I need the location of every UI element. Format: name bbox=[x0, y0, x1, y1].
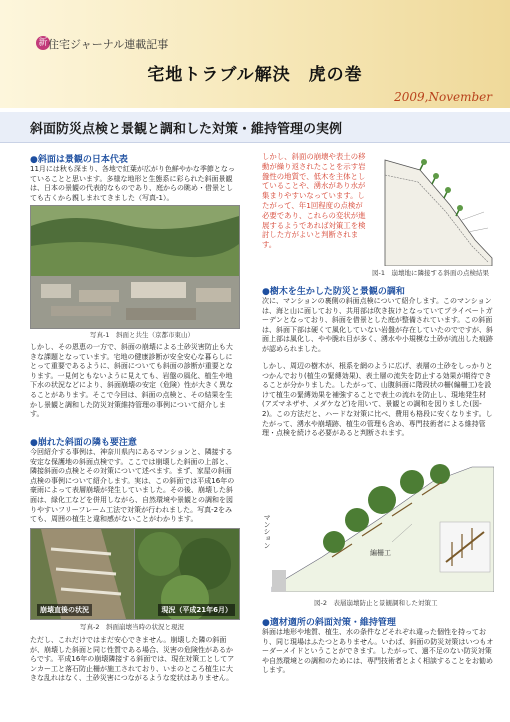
photo-1-caption: 写真-1 斜面と共生（京都市東山） bbox=[90, 331, 194, 339]
new-badge: 新 bbox=[36, 36, 50, 50]
section-heading-adjacent-slope: ●崩れた斜面の隣も要注意 bbox=[30, 438, 137, 448]
figure-2-countermeasure bbox=[262, 462, 494, 592]
article-subtitle: 斜面防災点検と景観と調和した対策・維持管理の実例 bbox=[30, 122, 343, 137]
photo-kyoto-slope bbox=[30, 205, 240, 329]
section-heading-landscape: ●斜面は景観の日本代表 bbox=[30, 155, 128, 165]
photo-collapse-left bbox=[30, 528, 136, 620]
figure-1-diagram bbox=[380, 150, 496, 266]
figure-2-caption: 図-2 表層崩壊防止と景観調和した対策工 bbox=[314, 599, 438, 607]
photo-2-caption: 写真-2 斜面崩壊当時の状況と現況 bbox=[80, 623, 184, 631]
photo-label-collapse: 崩壊直後の状況 bbox=[37, 604, 92, 616]
page-title: 宅地トラブル解決 虎の巻 bbox=[147, 65, 363, 85]
photo-current-right bbox=[134, 528, 240, 620]
inspection-note-red: しかし、斜面の崩壊や表土の移動が繰り返されたことを示す岩盤性の地質で、低木を主体としていることや、湧水があり水が集まりやすいなっています。したがって、年1回程度の点検が必要であり、これらの変状が進展するようであれば対策工を検討した方がよいと判断されます。 bbox=[262, 152, 366, 250]
series-label: 住宅ジャーナル連載記事 bbox=[48, 38, 169, 51]
section-heading-trees: ●樹木を生かした防災と景観の調和 bbox=[262, 287, 405, 297]
photo-kyoto-image bbox=[31, 206, 239, 328]
figure-1-cross-section bbox=[380, 150, 496, 266]
section-landscape-paragraph-2: しかし、その恩恵の一方で、斜面の崩壊による土砂災害防止も大きな課題となっています。宅地の健康診断が安全安心な暮らしにとって重要であるように、斜面についても斜面の診断が重要となります。一見何ともないように見えても、岩盤の風化、植生や地下水の状況などにより、斜面崩壊の安定（危険）性が大きく異なることがあります。そこで今回は、斜面の点検と、その結果を生かし景観と調和した防災対策維持管理の事例について紹介します。 bbox=[30, 343, 233, 419]
section-landscape-paragraph: 11月には秋も深まり、各地で紅葉が広がり色鮮やかな季節となっていることと思います。多様な地形と生態系に彩られた斜面景観は、日本の景観の代表的なものであり、庭からの眺め・借景としても古くから親しまれてきました（写真-1）。 bbox=[30, 165, 235, 202]
figure-2-diagram bbox=[262, 462, 494, 592]
figure-2-label-mansion: マンション bbox=[263, 514, 271, 549]
photo-label-current: 現況（平成21年6月） bbox=[158, 604, 235, 616]
section-maintenance-paragraph: 斜面は地形や地質、植生、水の条件などそれぞれ違った個性を持っており、同じ現場はふたつとありません。いわば、斜面の防災対策はいつもオーダーメイドということができます。したがって、過不足のない防災対策や自然環境との調和のためには、専門技術者とよく相談することをお勧めします。 bbox=[262, 628, 494, 675]
section-trees-paragraph: 次に、マンションの裏側の斜面点検について紹介します。このマンションは、海と山に面しており、共用部は吹き抜けとなっていてプライベートガーデンとなっており、斜面を借景とした庭が整備されています。この斜面は、斜面下部は硬くて風化していない岩盤が存在していたのでですが、斜面上部は風化し、やや脆れ目が多く、湧水や小規模な土砂が流出した痕跡が認められました。 bbox=[262, 297, 493, 353]
section-heading-maintenance: ●適材適所の斜面対策・維持管理 bbox=[262, 618, 396, 628]
figure-1-caption: 図-1 崩壊地に隣接する斜面の点検結果 bbox=[372, 269, 489, 277]
issue-date: 2009,November bbox=[394, 90, 492, 104]
figure-2-label-fence: 編柵工 bbox=[370, 549, 391, 557]
section-adjacent-paragraph: 今回紹介する事例は、神奈川県内にあるマンションと、隣接する安定な保護地の斜面点検です。ここでは崩壊した斜面の上部と、隣接斜面の点検とその対策について述べます。まず、家屋の斜面点検の事例について紹介します。実は、この斜面では平成16年の豪雨によって表層崩壊が発生していました。その後、崩壊した斜面は、緑化工などを併用しながら、自然環境や景観との調和を図りやすいフリーフレーム工法で対策が行われました。写真-2をみても、周囲の植生と違和感がないことがわかります。 bbox=[30, 448, 235, 524]
section-adjacent-paragraph-2: ただし、これだけではまだ安心できません。崩壊した隣の斜面が、崩壊した斜面と同じ性質である場合、災害の危険性があるからです。平成16年の崩壊隣接する斜面では、現在対策工としてアンカー工と落石防止柵が施工されており、いまのところ植生に大きな乱れはなく、土砂災害につながるような変状はありません。 bbox=[30, 636, 235, 683]
section-trees-paragraph-2: しかし、周辺の樹木が、根系を網のように広げ、表層の土砂をしっかりとつかんでおり(植生の緊縛効果)、表土層の流失を防止する効果が期待できることが分かりました。したがって、山腹斜面に階段状の柵(編柵工)を設けて植生の緊縛効果を補強することで表土の流れを防止し、現地発生材(アズマネザサ、メダケなど)を用いて、景観との調和を図りました(図-2)。この方法だと、ハードな対策に比べ、費用も格段に安くなります。したがって、湧水や崩壊跡、植生の管理も含め、専門技術者による維持管理・点検を続ける必要があると判断されます。 bbox=[262, 362, 493, 438]
